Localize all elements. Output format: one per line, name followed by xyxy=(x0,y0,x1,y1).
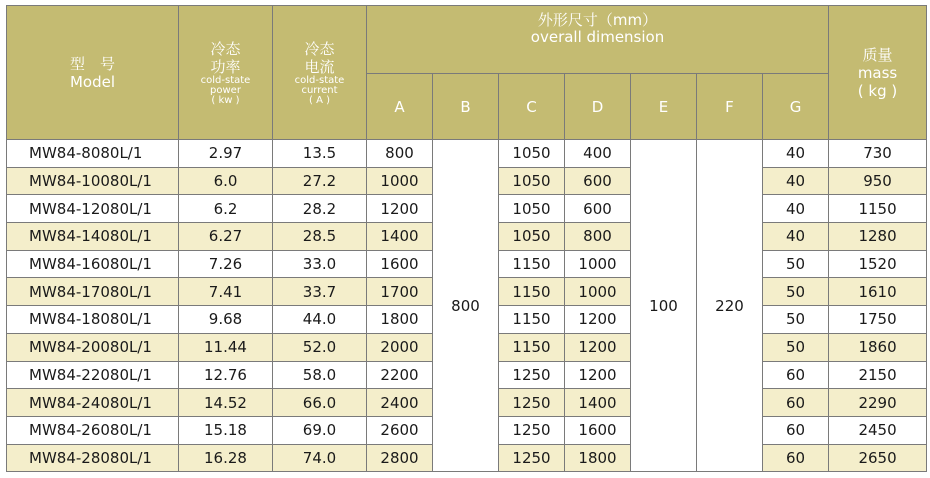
dim-c-cell: 1250 xyxy=(499,389,565,417)
power-cell: 12.76 xyxy=(179,361,273,389)
dim-d-cell: 1000 xyxy=(565,250,631,278)
model-cell: MW84-8080L/1 xyxy=(7,140,179,168)
dim-g-cell: 60 xyxy=(763,416,829,444)
current-cell: 28.5 xyxy=(273,223,367,251)
model-cell: MW84-26080L/1 xyxy=(7,416,179,444)
header-dimension-en: overall dimension xyxy=(530,28,665,46)
model-cell: MW84-22080L/1 xyxy=(7,361,179,389)
dim-c-cell: 1150 xyxy=(499,333,565,361)
dim-d-cell: 1600 xyxy=(565,416,631,444)
model-cell: MW84-14080L/1 xyxy=(7,223,179,251)
model-cell: MW84-17080L/1 xyxy=(7,278,179,306)
mass-cell: 1150 xyxy=(829,195,927,223)
current-cell: 52.0 xyxy=(273,333,367,361)
model-cell: MW84-10080L/1 xyxy=(7,167,179,195)
header-power xyxy=(179,6,273,140)
mass-cell: 1860 xyxy=(829,333,927,361)
header-power-unit: ( kw ) xyxy=(211,94,240,106)
power-cell: 2.97 xyxy=(179,140,273,168)
dim-a-cell: 1200 xyxy=(367,195,433,223)
dim-a-cell: 2800 xyxy=(367,444,433,472)
mass-cell: 1520 xyxy=(829,250,927,278)
power-cell: 7.26 xyxy=(179,250,273,278)
mass-cell: 2290 xyxy=(829,389,927,417)
dim-d-cell: 800 xyxy=(565,223,631,251)
mass-cell: 2450 xyxy=(829,416,927,444)
model-cell: MW84-16080L/1 xyxy=(7,250,179,278)
current-cell: 66.0 xyxy=(273,389,367,417)
power-cell: 16.28 xyxy=(179,444,273,472)
dim-g-cell: 40 xyxy=(763,195,829,223)
dim-g-cell: 60 xyxy=(763,389,829,417)
header-mass xyxy=(829,6,927,140)
header-model-cn: 型 号 xyxy=(69,54,115,73)
header-dim-a: A xyxy=(367,74,433,140)
current-cell: 28.2 xyxy=(273,195,367,223)
dim-d-cell: 1200 xyxy=(565,306,631,334)
dim-g-cell: 50 xyxy=(763,306,829,334)
dim-a-cell: 1700 xyxy=(367,278,433,306)
dim-c-cell: 1050 xyxy=(499,140,565,168)
current-cell: 69.0 xyxy=(273,416,367,444)
dim-a-cell: 1000 xyxy=(367,167,433,195)
header-dim-f: F xyxy=(697,74,763,140)
dim-e-merged-cell: 100 xyxy=(631,140,697,472)
header-mass-en: mass xyxy=(857,63,898,82)
model-cell: MW84-12080L/1 xyxy=(7,195,179,223)
header-power-en: cold-state power xyxy=(200,74,251,96)
dim-d-cell: 1800 xyxy=(565,444,631,472)
power-cell: 6.0 xyxy=(179,167,273,195)
current-cell: 74.0 xyxy=(273,444,367,472)
dim-c-cell: 1250 xyxy=(499,361,565,389)
dim-g-cell: 60 xyxy=(763,361,829,389)
header-current-cn: 冷态电流 xyxy=(304,39,335,76)
dim-a-cell: 1600 xyxy=(367,250,433,278)
header-model-en: Model xyxy=(69,72,116,91)
dim-d-cell: 1200 xyxy=(565,333,631,361)
dim-d-cell: 600 xyxy=(565,195,631,223)
header-current-unit: ( A ) xyxy=(308,94,330,106)
dim-c-cell: 1150 xyxy=(499,278,565,306)
model-cell: MW84-28080L/1 xyxy=(7,444,179,472)
header-dim-b: B xyxy=(433,74,499,140)
header-mass-unit: ( kg ) xyxy=(857,81,898,100)
dim-c-cell: 1050 xyxy=(499,167,565,195)
mass-cell: 1610 xyxy=(829,278,927,306)
current-cell: 27.2 xyxy=(273,167,367,195)
header-model xyxy=(7,6,179,140)
dim-a-cell: 2200 xyxy=(367,361,433,389)
dim-a-cell: 2600 xyxy=(367,416,433,444)
dim-g-cell: 50 xyxy=(763,278,829,306)
dim-c-cell: 1050 xyxy=(499,223,565,251)
mass-cell: 1280 xyxy=(829,223,927,251)
dim-c-cell: 1250 xyxy=(499,416,565,444)
dim-b-merged-cell: 800 xyxy=(433,140,499,472)
model-cell: MW84-20080L/1 xyxy=(7,333,179,361)
dim-a-cell: 2000 xyxy=(367,333,433,361)
power-cell: 14.52 xyxy=(179,389,273,417)
dim-f-merged-cell: 220 xyxy=(697,140,763,472)
dim-c-cell: 1250 xyxy=(499,444,565,472)
dim-a-cell: 1400 xyxy=(367,223,433,251)
dim-g-cell: 40 xyxy=(763,223,829,251)
mass-cell: 730 xyxy=(829,140,927,168)
mass-cell: 2150 xyxy=(829,361,927,389)
dim-g-cell: 40 xyxy=(763,167,829,195)
power-cell: 15.18 xyxy=(179,416,273,444)
header-current-en: cold-state current xyxy=(294,74,345,96)
current-cell: 13.5 xyxy=(273,140,367,168)
dim-g-cell: 60 xyxy=(763,444,829,472)
table-row xyxy=(7,140,927,168)
mass-cell: 1750 xyxy=(829,306,927,334)
dim-g-cell: 50 xyxy=(763,333,829,361)
current-cell: 33.7 xyxy=(273,278,367,306)
mass-cell: 950 xyxy=(829,167,927,195)
mass-cell: 2650 xyxy=(829,444,927,472)
header-dim-g: G xyxy=(763,74,829,140)
dim-d-cell: 1400 xyxy=(565,389,631,417)
model-cell: MW84-24080L/1 xyxy=(7,389,179,417)
dim-d-cell: 600 xyxy=(565,167,631,195)
current-cell: 33.0 xyxy=(273,250,367,278)
dim-d-cell: 400 xyxy=(565,140,631,168)
model-cell: MW84-18080L/1 xyxy=(7,306,179,334)
header-current xyxy=(273,6,367,140)
current-cell: 58.0 xyxy=(273,361,367,389)
header-dim-e: E xyxy=(631,74,697,140)
header-power-cn: 冷态功率 xyxy=(210,39,241,76)
header-mass-cn: 质量 xyxy=(862,45,893,64)
power-cell: 11.44 xyxy=(179,333,273,361)
power-cell: 9.68 xyxy=(179,306,273,334)
dim-c-cell: 1150 xyxy=(499,306,565,334)
dim-g-cell: 40 xyxy=(763,140,829,168)
dim-a-cell: 1800 xyxy=(367,306,433,334)
header-dim-c: C xyxy=(499,74,565,140)
spec-table xyxy=(6,5,927,472)
dim-d-cell: 1000 xyxy=(565,278,631,306)
dim-a-cell: 2400 xyxy=(367,389,433,417)
dim-c-cell: 1050 xyxy=(499,195,565,223)
power-cell: 6.27 xyxy=(179,223,273,251)
header-dim-d: D xyxy=(565,74,631,140)
header-dimension xyxy=(367,6,829,74)
dim-d-cell: 1200 xyxy=(565,361,631,389)
current-cell: 44.0 xyxy=(273,306,367,334)
dim-c-cell: 1150 xyxy=(499,250,565,278)
dim-a-cell: 800 xyxy=(367,140,433,168)
header-dimension-cn: 外形尺寸（mm） xyxy=(537,11,658,29)
power-cell: 7.41 xyxy=(179,278,273,306)
dim-g-cell: 50 xyxy=(763,250,829,278)
power-cell: 6.2 xyxy=(179,195,273,223)
